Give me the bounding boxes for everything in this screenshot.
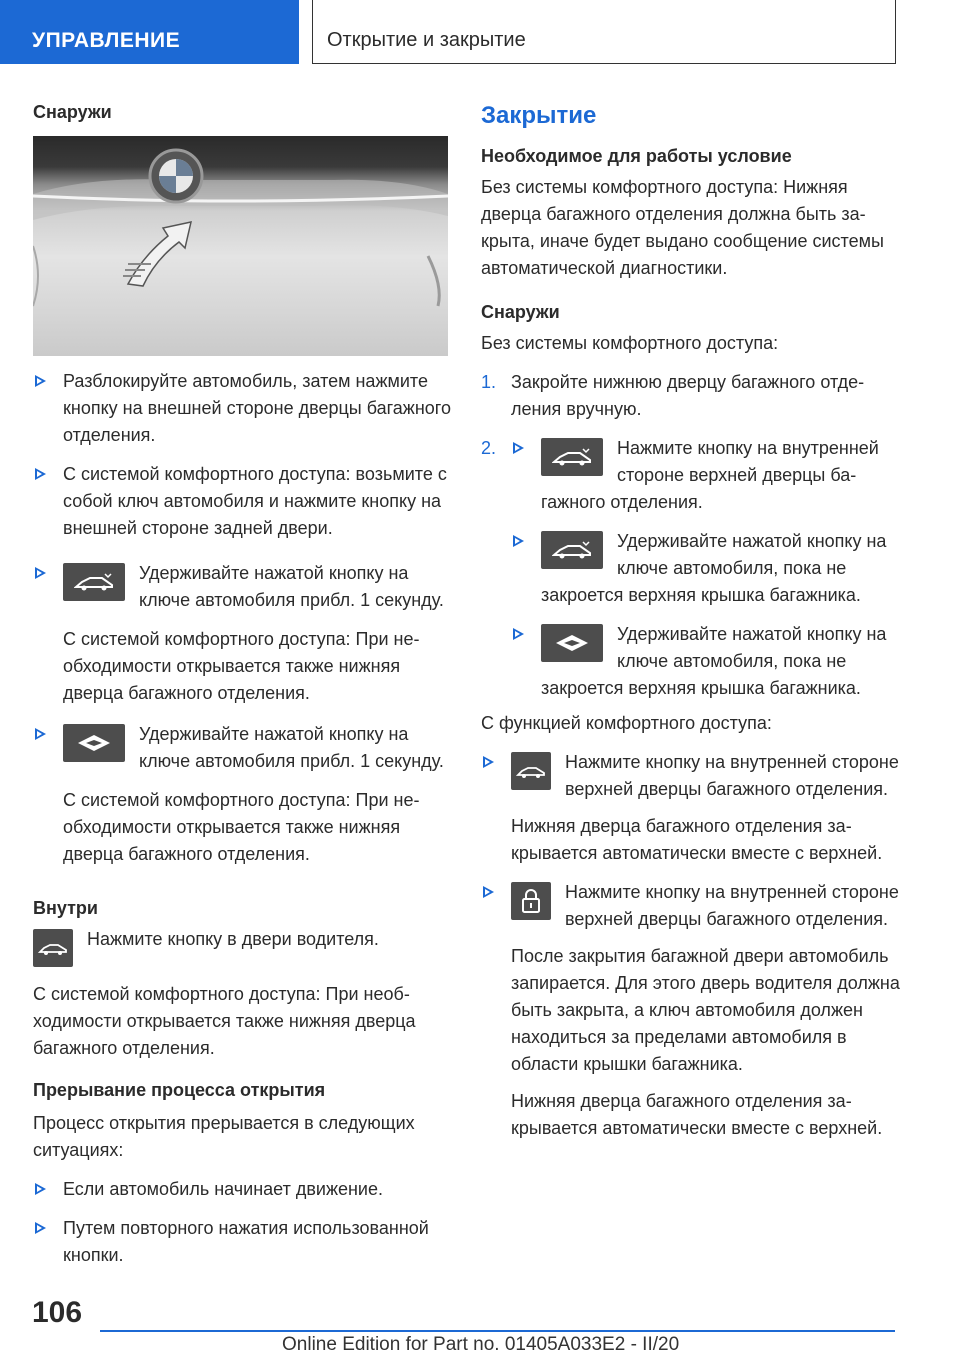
car-tailgate-key-icon (541, 438, 603, 476)
list-item: Удерживайте нажатой кнопку на ключе автомобиля прибл. 1 секунду. С системой комфортного доступа: При необходимости открывается также нижняя дверца багажного отделения. (33, 560, 453, 707)
list-item: Путем повторного нажатия использованной кнопки. (33, 1215, 453, 1269)
condition-text: Без системы комфортного доступа: Нижняя дверца багажного отделения должна быть закрыта, иначе будет выдано сообщение системы автоматической диагностики. (481, 177, 884, 278)
bullet-triangle-icon (35, 567, 46, 579)
list-item: Удерживайте нажатой кнопку на ключе автомобиля, пока не закроется верхняя крышка багажника. (511, 621, 901, 702)
edition-text: Online Edition for Part no. 01405A033E2 - II/20 (282, 1334, 680, 1355)
car-tailgate-key-icon (63, 563, 125, 601)
closing-heading: Закрытие (481, 102, 597, 129)
tailgate-illustration (33, 136, 448, 356)
condition-heading: Необходимое для работы условие (481, 146, 792, 166)
comfort-text: С функцией комфортного доступа: (481, 713, 772, 733)
diamond-button-icon (541, 624, 603, 662)
tailgate-button-icon (511, 752, 551, 790)
step-1: 1. Закройте нижнюю дверцу багажного отделения вручную. (481, 372, 865, 419)
bullet-triangle-icon (35, 1183, 46, 1195)
interrupt-text: Процесс открытия прерывается в следующих ситуациях: (33, 1113, 415, 1160)
outside-heading: Снаружи (33, 102, 112, 122)
list-item: Удерживайте нажатой кнопку на ключе автомобиля прибл. 1 секунду. С системой комфортного доступа: При необходимости открывается также нижняя дверца багажного отделения. (33, 721, 453, 868)
list-item: Нажмите кнопку на внутренней стороне верхней дверцы багажного отделения. (511, 435, 901, 516)
list-item: Разблокируйте автомобиль, затем нажмите кнопку на внешней стороне дверцы багажного отделения. (33, 368, 453, 449)
list-item: Нажмите кнопку на внутренней стороне верхней дверцы багажного отделения. После закрытия багажной двери автомобиль запирается. Для этого дверь водителя должна быть закрыта, а ключ автомобиля должен находиться за пределами автомобиля в области крышки багажника. Нижняя дверца багажного отделения закрывается автоматически вместе с верхней. (481, 879, 901, 1142)
bullet-triangle-icon (35, 1222, 46, 1234)
bullet-triangle-icon (35, 375, 46, 387)
bullet-triangle-icon (35, 728, 46, 740)
list-item: Удерживайте нажатой кнопку на ключе автомобиля, пока не закроется верхняя крышка багажника. (511, 528, 901, 609)
bullet-triangle-icon (483, 756, 494, 768)
bullet-triangle-icon (513, 628, 524, 640)
footer-divider (100, 1330, 895, 1332)
bullet-triangle-icon (35, 468, 46, 480)
outside-text-right: Без системы комфортного доступа: (481, 333, 779, 353)
chapter-title: Открытие и закрытие (312, 0, 896, 64)
car-tailgate-key-icon (541, 531, 603, 569)
inside-row: Нажмите кнопку в двери водителя. (33, 926, 453, 971)
bullet-triangle-icon (483, 886, 494, 898)
bullet-triangle-icon (513, 535, 524, 547)
inside-note: С системой комфортного доступа: При необходимости открывается также нижняя дверца багажного отделения. (33, 984, 416, 1058)
list-item: Нажмите кнопку на внутренней стороне верхней дверцы багажного отделения. Нижняя дверца багажного отделения закрывается автоматически вместе с верхней. (481, 749, 901, 867)
page-number: 106 (32, 1296, 83, 1329)
list-item: Если автомобиль начинает движение. (33, 1176, 453, 1203)
lock-icon (511, 882, 551, 920)
list-item: С системой комфортного доступа: возьмите с собой ключ автомобиля и нажмите кнопку на внешней стороне задней двери. (33, 461, 453, 542)
inside-heading: Внутри (33, 898, 98, 918)
interrupt-heading: Прерывание процесса открытия (33, 1080, 326, 1100)
tailgate-photo (33, 136, 448, 356)
step-2: 2. Нажмите кнопку на внутренней стороне верхней дверцы багажного отделения. Удерживайте нажатой кнопку на ключе автомобиля, пока не закроется верхняя крышка багажника. Удерживайте нажатой кнопку на ключе автомобиля, пока не закроется верхняя крышка багажника. (481, 435, 901, 702)
tailgate-button-icon (33, 929, 73, 967)
outside-heading-right: Снаружи (481, 302, 560, 322)
bullet-triangle-icon (513, 442, 524, 454)
section-tab: УПРАВЛЕНИЕ (0, 0, 299, 64)
right-column (481, 100, 901, 1142)
diamond-button-icon (63, 724, 125, 762)
left-column (33, 100, 453, 1269)
